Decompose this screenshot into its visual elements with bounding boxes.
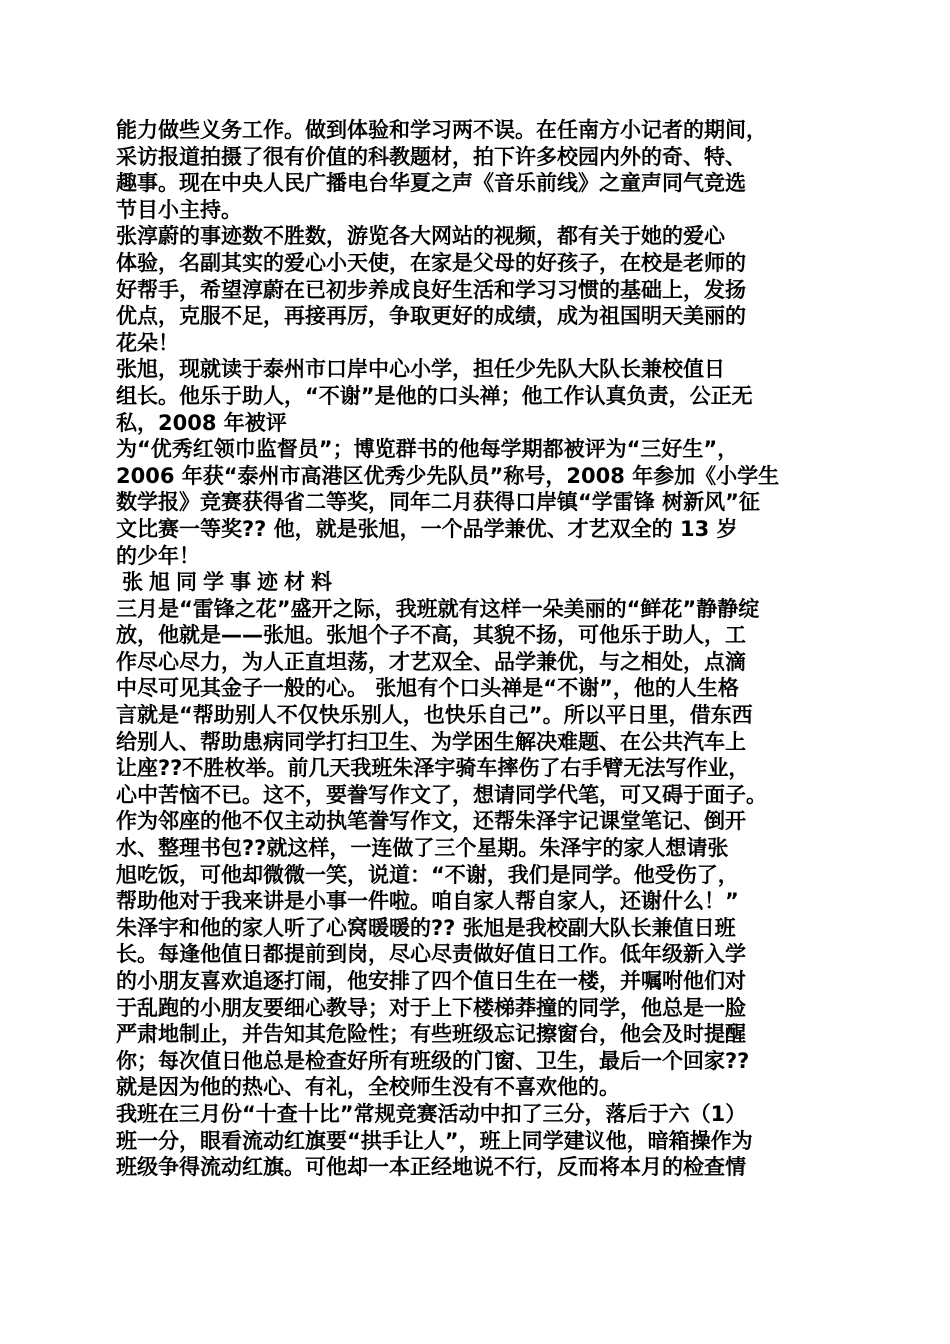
text-line: 数学报》竞赛获得省二等奖，同年二月获得口岸镇“学雷锋 树新风”征 [116, 490, 760, 515]
text-line: 心中苦恼不已。这不，要誊写作文了，想请同学代笔，可又碍于面子。 [116, 782, 767, 807]
text-line: 严肃地制止，并告知其危险性；有些班级忘记擦窗台，他会及时提醒 [116, 1022, 746, 1047]
text-line: 言就是“帮助别人不仅快乐别人，也快乐自己”。所以平日里，借东西 [116, 703, 753, 728]
text-line: 采访报道拍摄了很有价值的科教题材，拍下许多校园内外的奇、特、 [116, 144, 746, 169]
text-line: 就是因为他的热心、有礼，全校师生没有不喜欢他的。 [116, 1075, 620, 1100]
text-line: 班一分，眼看流动红旗要“拱手让人”，班上同学建议他，暗箱操作为 [116, 1128, 753, 1153]
text-line: 作尽心尽力，为人正直坦荡，才艺双全、品学兼优，与之相处，点滴 [116, 649, 746, 674]
text-line: 我班在三月份“十查十比”常规竞赛活动中扣了三分，落后于六（1） [116, 1101, 747, 1126]
text-line: 文比赛一等奖?? 他，就是张旭，一个品学兼优、才艺双全的 13 岁 [116, 516, 738, 541]
text-line: 节目小主持。 [116, 197, 242, 222]
text-line: 的少年！ [116, 543, 200, 568]
text-line: 帮助他对于我来讲是小事一件啦。咱自家人帮自家人，还谢什么！” [116, 889, 739, 914]
section-heading: 张旭同学事迹材料 [122, 570, 338, 595]
text-line: 体验，名副其实的爱心小天使，在家是父母的好孩子，在校是老师的 [116, 250, 746, 275]
text-line: 私，2008 年被评 [116, 410, 287, 435]
text-line: 2006 年获“泰州市高港区优秀少先队员”称号，2008 年参加《小学生 [116, 463, 780, 488]
text-line: 张淳蔚的事迹数不胜数，游览各大网站的视频，都有关于她的爱心 [116, 224, 725, 249]
text-line: 旭吃饭，可他却微微一笑，说道：“不谢，我们是同学。他受伤了， [116, 862, 739, 887]
text-line: 三月是“雷锋之花”盛开之际，我班就有这样一朵美丽的“鲜花”静静绽 [116, 596, 760, 621]
text-line: 为“优秀红领巾监督员”；博览群书的他每学期都被评为“三好生”， [116, 437, 739, 462]
text-line: 让座??不胜枚举。前几天我班朱泽宇骑车摔伤了右手臂无法写作业， [116, 756, 750, 781]
text-line: 好帮手，希望淳蔚在已初步养成良好生活和学习习惯的基础上，发扬 [116, 277, 746, 302]
text-line: 的小朋友喜欢追逐打闹，他安排了四个值日生在一楼，并嘱咐他们对 [116, 969, 746, 993]
text-line: 优点，克服不足，再接再厉，争取更好的成绩，成为祖国明天美丽的 [116, 304, 746, 329]
text-line: 你；每次值日他总是检查好所有班级的门窗、卫生，最后一个回家?? [116, 1048, 750, 1073]
text-line: 放，他就是——张旭。张旭个子不高，其貌不扬，可他乐于助人，工 [116, 623, 746, 648]
text-line: 中尽可见其金子一般的心。 张旭有个口头禅是“不谢”，他的人生格 [116, 676, 739, 701]
text-line: 水、整理书包??就这样，一连做了三个星期。朱泽宇的家人想请张 [116, 836, 729, 861]
document-page [116, 117, 846, 1181]
text-line: 花朵！ [116, 330, 179, 355]
text-line: 长。每逢他值日都提前到岗，尽心尽责做好值日工作。低年级新入学 [116, 942, 746, 967]
text-line: 给别人、帮助患病同学打扫卫生、为学困生解决难题、在公共汽车上 [116, 729, 746, 754]
text-line: 张旭，现就读于泰州市口岸中心小学，担任少先队大队长兼校值日 [116, 357, 725, 382]
text-line: 班级争得流动红旗。可他却一本正经地说不行，反而将本月的检查情 [116, 1155, 746, 1180]
text-line: 作为邻座的他不仅主动执笔誊写作文，还帮朱泽宇记课堂笔记、倒开 [116, 809, 746, 834]
text-line: 于乱跑的小朋友要细心教导；对于上下楼梯莽撞的同学，他总是一脸 [116, 995, 746, 1020]
text-line: 组长。他乐于助人，“不谢”是他的口头禅；他工作认真负责，公正无 [116, 383, 753, 408]
text-line: 朱泽宇和他的家人听了心窝暖暖的?? 张旭是我校副大队长兼值日班 [116, 915, 736, 940]
text-line: 能力做些义务工作。做到体验和学习两不误。在任南方小记者的期间， [116, 118, 767, 142]
text-line: 趣事。现在中央人民广播电台华夏之声《音乐前线》之童声同气竞选 [116, 171, 746, 196]
